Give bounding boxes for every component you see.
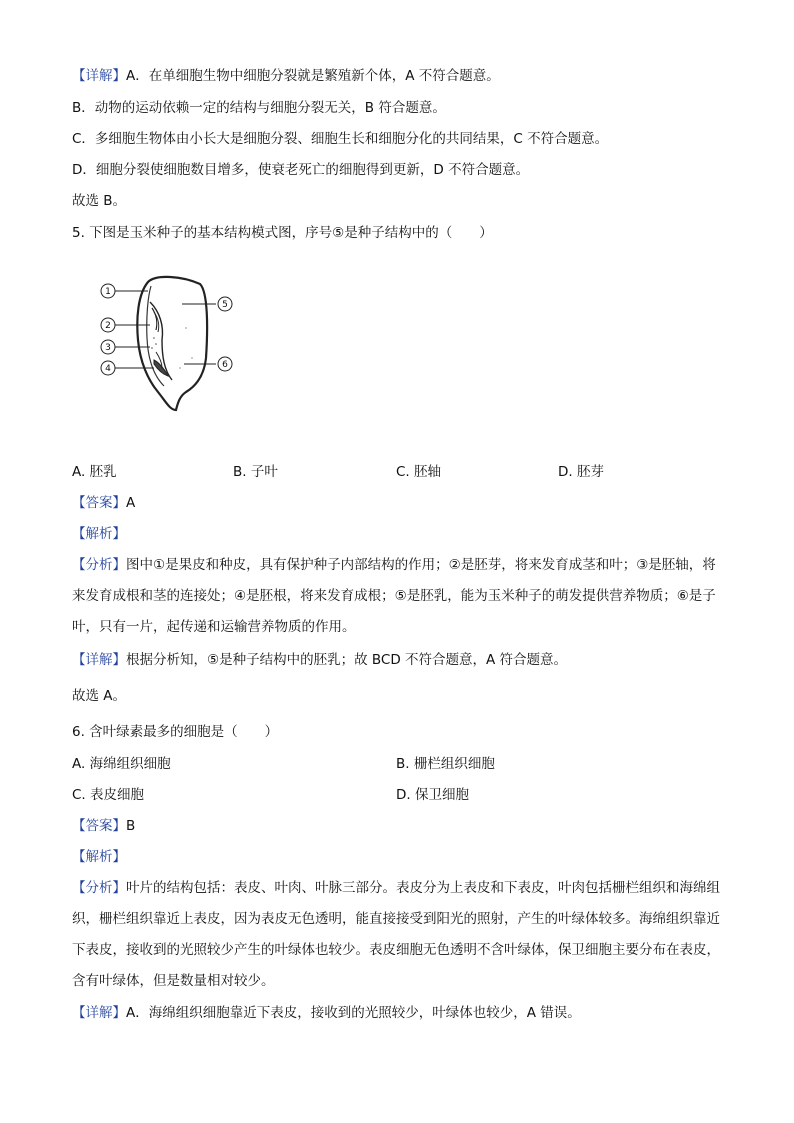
q6-option-d: D. 保卫细胞 bbox=[396, 787, 469, 803]
detail-text: 根据分析知，⑤是种子结构中的胚乳；故 BCD 不符合题意，A 符合题意。 bbox=[126, 652, 568, 668]
prev-detail-line-a bbox=[72, 66, 500, 86]
q6-option-a: A. 海绵组织细胞 bbox=[72, 756, 171, 772]
analysis-text: 叶片的结构包括：表皮、叶肉、叶脉三部分。表皮分为上表皮和下表皮，叶肉包括栅栏组织和海绵组织，栅栏组织靠近上表皮，因为表皮无色透明，能直接接受到阳光的照射，产生的叶绿体较多。海绵组织靠近下表皮，接收到的光照较少产生的叶绿体也较少。表皮细胞无色透明不含叶绿体，保卫细胞主要分布在表皮，含有叶绿体，但是数量相对较少。 bbox=[72, 880, 720, 989]
q5-option-a: A. 胚乳 bbox=[72, 464, 117, 480]
q6-detail bbox=[72, 1003, 581, 1023]
q5-analysis-tag: 【解析】 bbox=[72, 526, 126, 542]
detail-head: 【详解】 bbox=[72, 1005, 126, 1021]
q5-choice: 故选 A。 bbox=[72, 688, 127, 704]
answer-tag: 【答案】 bbox=[72, 818, 126, 834]
detail-tag: 【详解】 bbox=[72, 68, 126, 84]
analysis-text: 图中①是果皮和种皮，具有保护种子内部结构的作用；②是胚芽，将来发育成茎和叶；③是胚轴，将来发育成根和茎的连接处；④是胚根，将来发育成根；⑤是胚乳，能为玉米种子的萌发提供营养物质；⑥是子叶，只有一片，起传递和运输营养物质的作用。 bbox=[72, 557, 716, 635]
fig-label-3: 3 bbox=[105, 343, 111, 353]
answer-value: A bbox=[126, 495, 136, 511]
q5-answer bbox=[72, 493, 135, 513]
detail-text: A．海绵组织细胞靠近下表皮，接收到的光照较少，叶绿体也较少，A 错误。 bbox=[126, 1005, 581, 1021]
fig-label-1: 1 bbox=[105, 287, 111, 297]
q5-detail bbox=[72, 650, 567, 670]
analysis-head: 【分析】 bbox=[72, 557, 126, 573]
corn-seed-svg bbox=[96, 268, 246, 418]
fig-label-2: 2 bbox=[105, 321, 111, 331]
q6-answer bbox=[72, 816, 135, 836]
q6-analysis-tag: 【解析】 bbox=[72, 849, 126, 865]
prev-choice: 故选 B。 bbox=[72, 193, 127, 209]
q5-option-b: B. 子叶 bbox=[233, 464, 278, 480]
detail-head: 【详解】 bbox=[72, 652, 126, 668]
prev-detail-line-d: D．细胞分裂使细胞数目增多，使衰老死亡的细胞得到更新，D 不符合题意。 bbox=[72, 162, 530, 178]
corn-seed-diagram bbox=[96, 268, 246, 418]
answer-tag: 【答案】 bbox=[72, 495, 126, 511]
q6-analysis bbox=[72, 873, 722, 997]
q5-option-c: C. 胚轴 bbox=[396, 464, 442, 480]
prev-detail-line-c: C．多细胞生物体由小长大是细胞分裂、细胞生长和细胞分化的共同结果，C 不符合题意。 bbox=[72, 131, 609, 147]
fig-label-6: 6 bbox=[222, 360, 228, 370]
answer-value: B bbox=[126, 818, 136, 834]
q5-option-d: D. 胚芽 bbox=[558, 464, 604, 480]
analysis-head: 【分析】 bbox=[72, 880, 126, 896]
q5-stem: 5. 下图是玉米种子的基本结构模式图，序号⑤是种子结构中的（ ） bbox=[72, 225, 493, 241]
fig-label-4: 4 bbox=[105, 364, 111, 374]
q6-option-b: B. 栅栏组织细胞 bbox=[396, 756, 495, 772]
q6-option-c: C. 表皮细胞 bbox=[72, 787, 145, 803]
q6-stem: 6. 含叶绿素最多的细胞是（ ） bbox=[72, 724, 279, 740]
fig-label-5: 5 bbox=[222, 300, 228, 310]
detail-text: A．在单细胞生物中细胞分裂就是繁殖新个体，A 不符合题意。 bbox=[126, 68, 500, 84]
q5-analysis bbox=[72, 550, 722, 643]
prev-detail-line-b: B．动物的运动依赖一定的结构与细胞分裂无关，B 符合题意。 bbox=[72, 100, 446, 116]
